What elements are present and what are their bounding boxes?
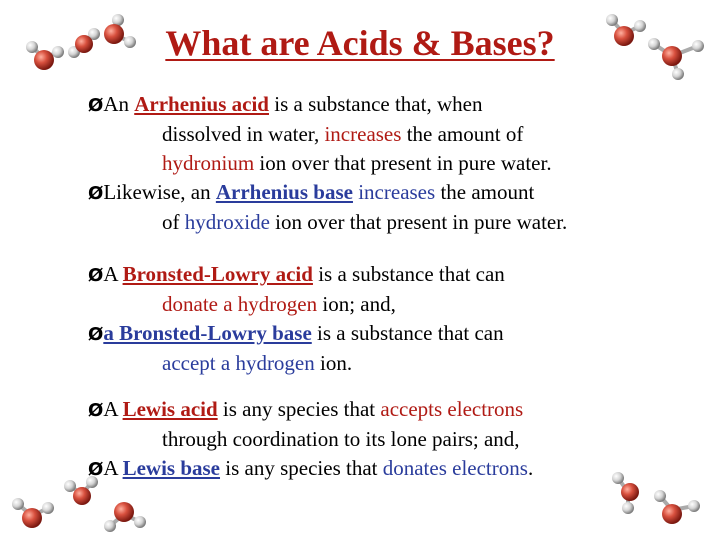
bullet-bronsted-base: Øa Bronsted-Lowry base is a substance that can (88, 321, 504, 345)
bullet-continuation: through coordination to its lone pairs; and, (162, 427, 520, 451)
bullet-continuation: of hydroxide ion over that present in pure water. (162, 210, 568, 234)
water-molecule-icon (100, 492, 150, 538)
water-molecule-icon (8, 490, 56, 536)
bullet-arrow-icon: Ø (88, 95, 104, 116)
bullet-arrow-icon: Ø (88, 265, 104, 286)
bullet-continuation: donate a hydrogen ion; and, (162, 292, 396, 316)
bullet-arrow-icon: Ø (88, 183, 104, 204)
term-bronsted-lowry-base: a Bronsted-Lowry base (103, 321, 312, 345)
term-arrhenius-acid: Arrhenius acid (134, 92, 269, 116)
bullet-bronsted-acid: ØA Bronsted-Lowry acid is a substance that can (88, 262, 505, 286)
bullet-arrhenius-acid: ØAn Arrhenius acid is a substance that, when (88, 92, 483, 116)
term-arrhenius-base: Arrhenius base (215, 180, 353, 204)
bullet-continuation: accept a hydrogen ion. (162, 351, 353, 375)
slide-body (88, 90, 708, 484)
term-lewis-acid: Lewis acid (122, 397, 218, 421)
slide-title: What are Acids & Bases? (165, 23, 555, 63)
bullet-lewis-base: ØA Lewis base is any species that donates electrons. (88, 456, 534, 480)
bullet-continuation: hydronium ion over that present in pure water. (162, 151, 552, 175)
bullet-arrow-icon: Ø (88, 459, 104, 480)
bullet-arrhenius-base: ØLikewise, an Arrhenius base increases the amount (88, 180, 535, 204)
bullet-continuation: dissolved in water, increases the amount of (162, 122, 524, 146)
bullet-arrow-icon: Ø (88, 324, 104, 345)
bullet-lewis-acid: ØA Lewis acid is any species that accepts electrons (88, 397, 524, 421)
water-molecule-icon (648, 484, 702, 536)
term-bronsted-lowry-acid: Bronsted-Lowry acid (122, 262, 313, 286)
bullet-arrow-icon: Ø (88, 400, 104, 421)
term-lewis-base: Lewis base (122, 456, 221, 480)
